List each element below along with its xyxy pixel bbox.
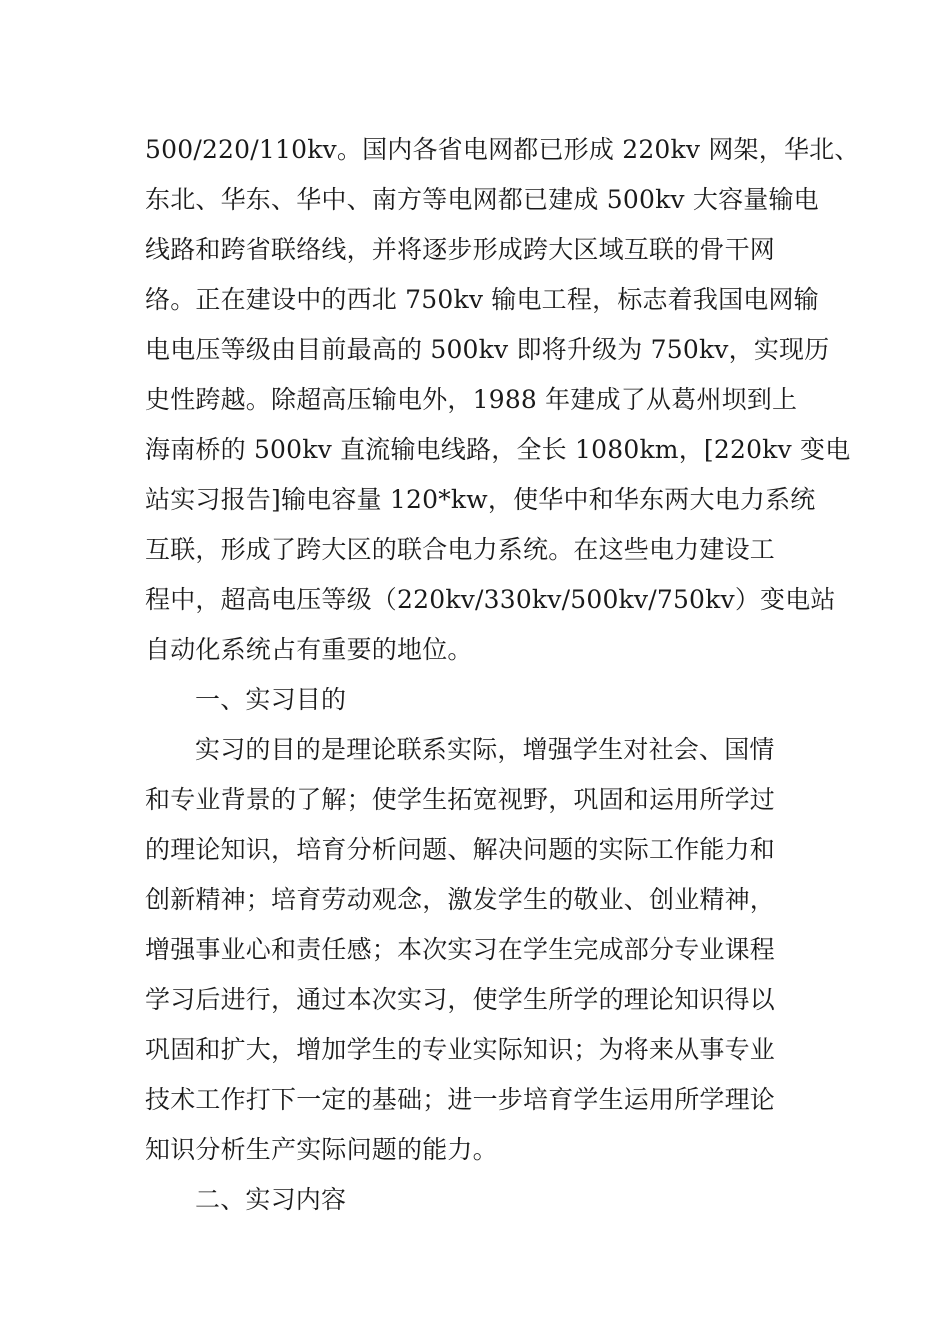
paragraph-line: 史性跨越。除超高压输电外，1988 年建成了从葛州坝到上 (145, 385, 798, 414)
paragraph-line: 线路和跨省联络线，并将逐步形成跨大区域互联的骨干网 (145, 235, 776, 264)
paragraph-line: 络。正在建设中的西北 750kv 输电工程，标志着我国电网输 (145, 285, 819, 314)
paragraph-line: 增强事业心和责任感；本次实习在学生完成部分专业课程 (145, 935, 776, 964)
paragraph-line: 海南桥的 500kv 直流输电线路，全长 1080km，[220kv 变电 (145, 435, 851, 464)
section-heading-content: 二、实习内容 (195, 1185, 347, 1214)
paragraph-line: 技术工作打下一定的基础；进一步培育学生运用所学理论 (145, 1085, 776, 1114)
paragraph-line: 500/220/110kv。国内各省电网都已形成 220kv 网架，华北、 (145, 135, 860, 164)
paragraph-line: 实习的目的是理论联系实际，增强学生对社会、国情 (195, 735, 775, 764)
paragraph-line: 自动化系统占有重要的地位。 (145, 635, 473, 664)
paragraph-line: 学习后进行，通过本次实习，使学生所学的理论知识得以 (145, 985, 776, 1014)
paragraph-line: 创新精神；培育劳动观念，激发学生的敬业、创业精神， (145, 885, 776, 914)
paragraph-line: 程中，超高电压等级（220kv/330kv/500kv/750kv）变电站 (145, 585, 836, 614)
paragraph-line: 东北、华东、华中、南方等电网都已建成 500kv 大容量输电 (145, 185, 819, 214)
paragraph-line: 电电压等级由目前最高的 500kv 即将升级为 750kv，实现历 (145, 335, 830, 364)
paragraph-line: 的理论知识，培育分析问题、解决问题的实际工作能力和 (145, 835, 776, 864)
section-heading-purpose: 一、实习目的 (195, 685, 347, 714)
paragraph-line: 巩固和扩大，增加学生的专业实际知识；为将来从事专业 (145, 1035, 776, 1064)
paragraph-line: 互联，形成了跨大区的联合电力系统。在这些电力建设工 (145, 535, 776, 564)
paragraph-line: 知识分析生产实际问题的能力。 (145, 1135, 498, 1164)
paragraph-line: 和专业背景的了解；使学生拓宽视野，巩固和运用所学过 (145, 785, 776, 814)
paragraph-line: 站实习报告]输电容量 120*kw，使华中和华东两大电力系统 (145, 485, 816, 514)
